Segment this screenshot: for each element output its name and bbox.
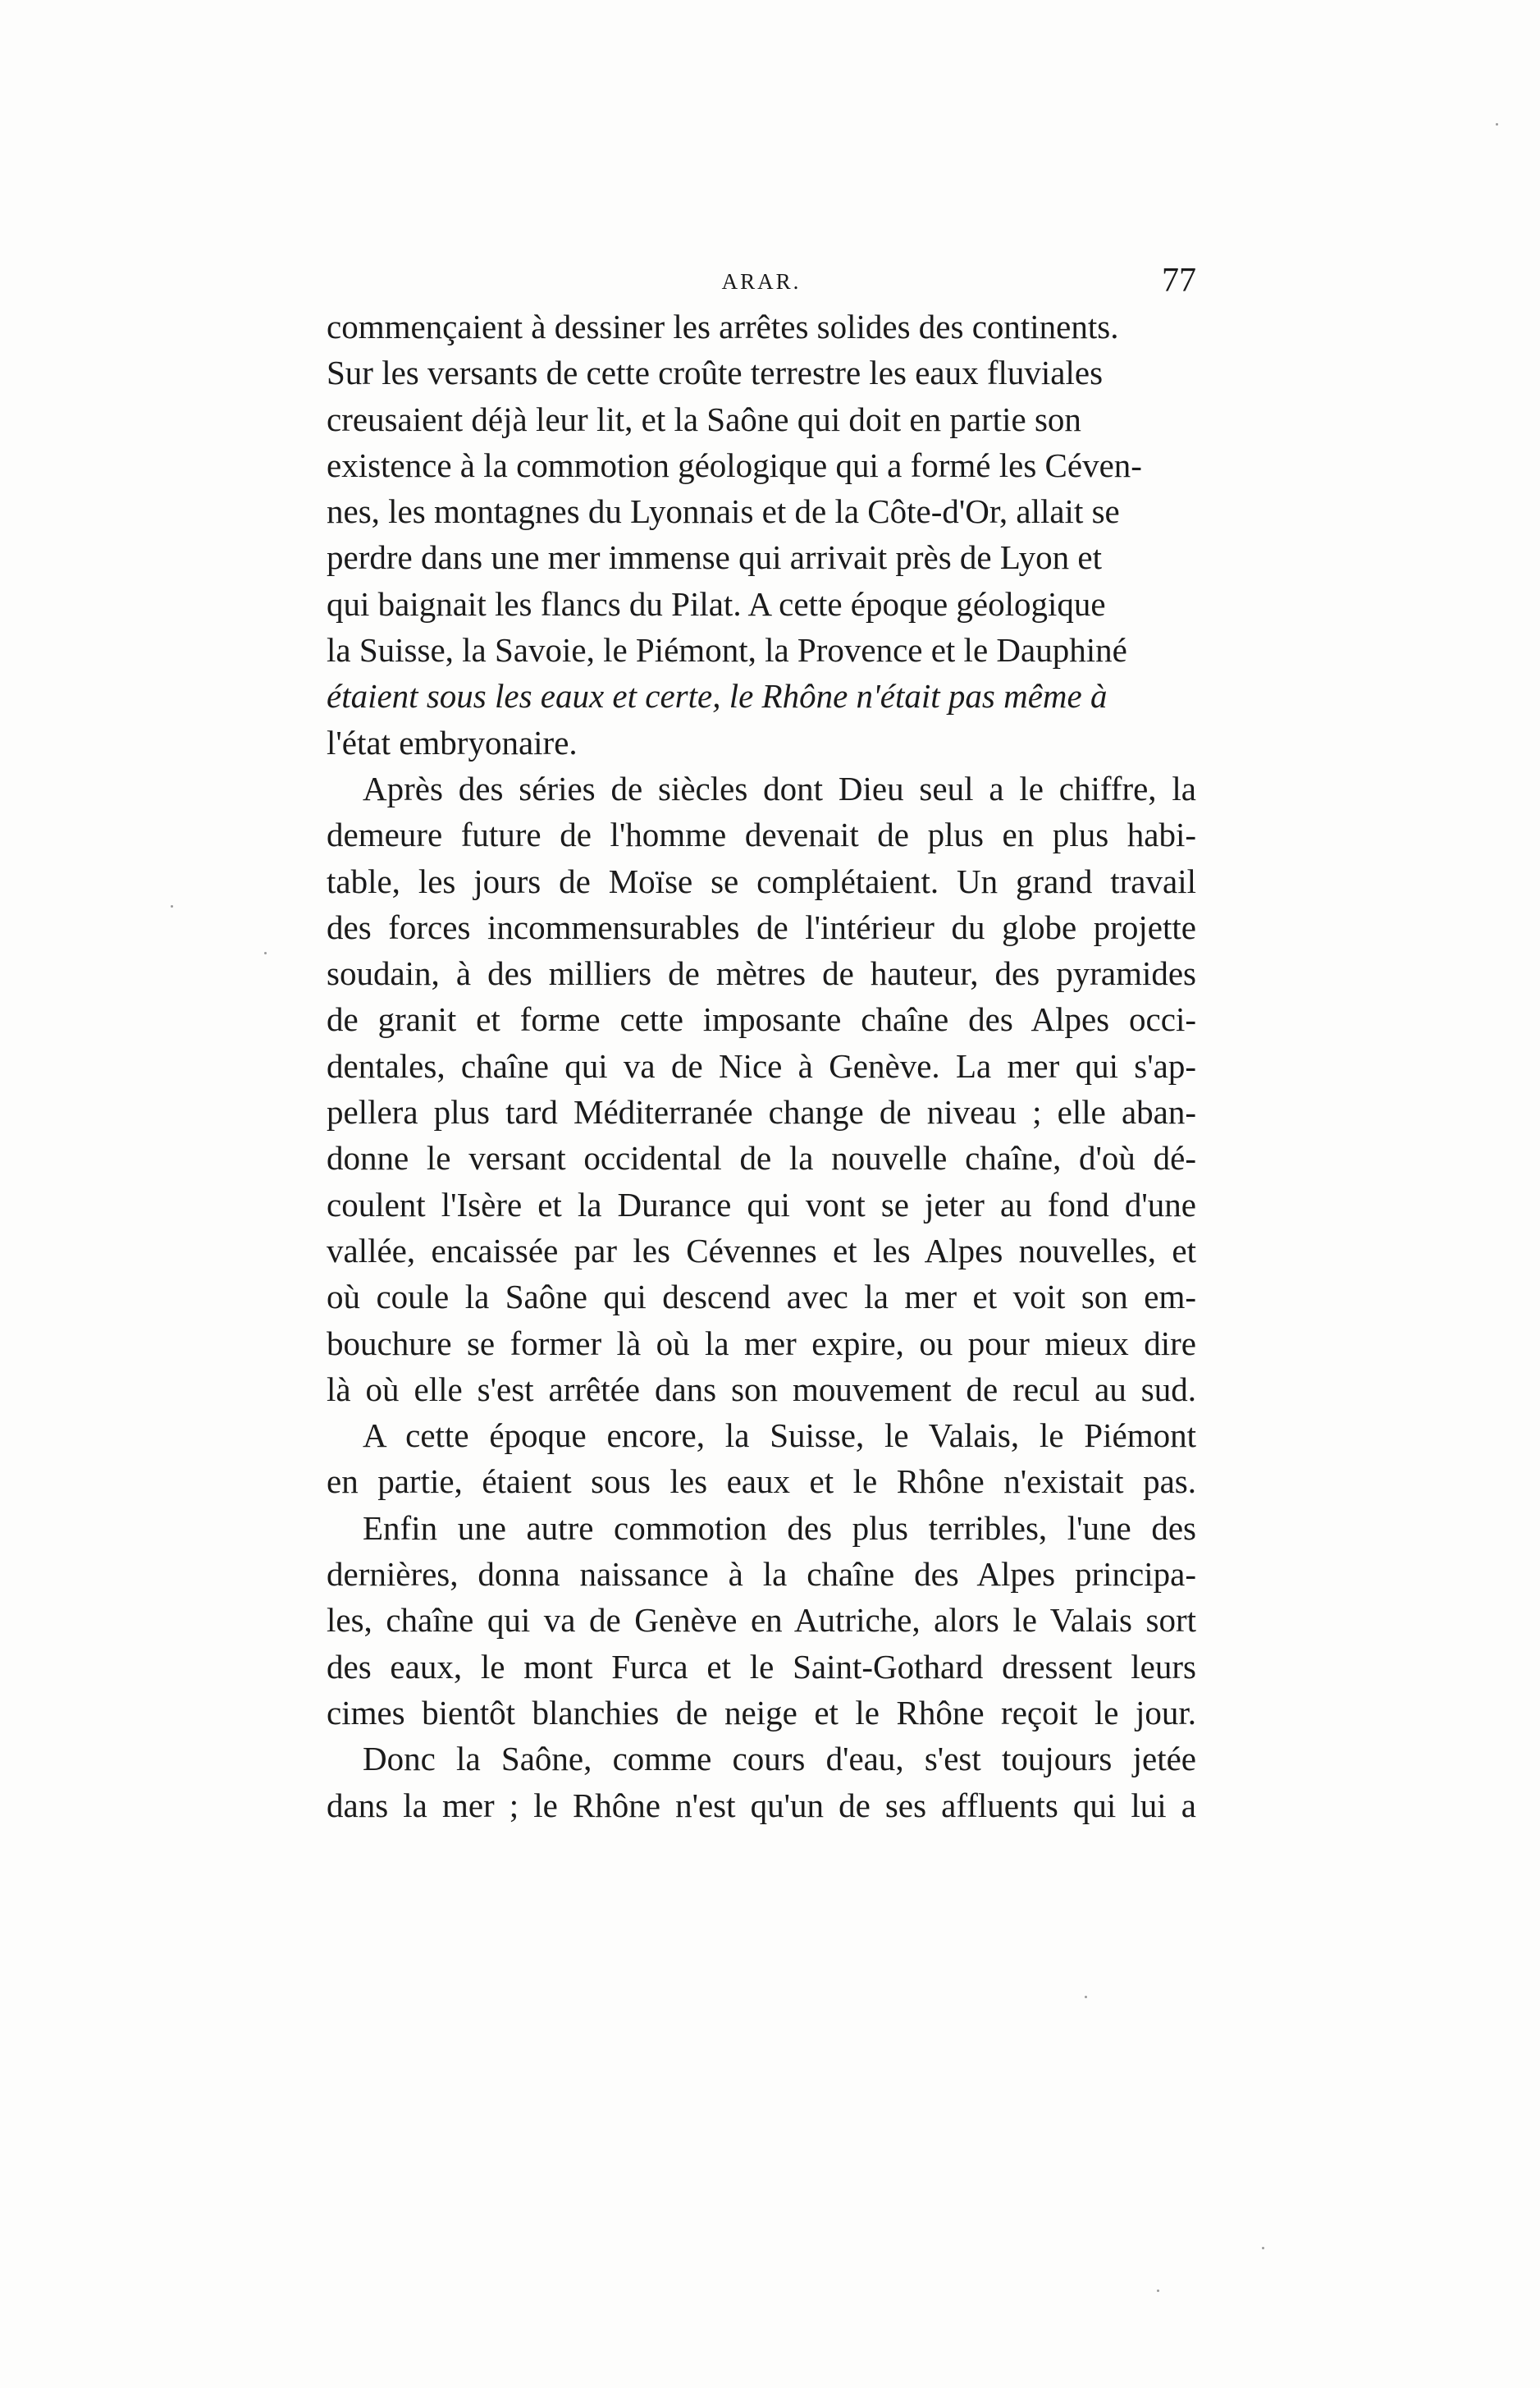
text-line: cimes bientôt blanchies de neige et le Rhône reçoit le jour. bbox=[327, 1693, 1196, 1732]
text-line: dentales, chaîne qui va de Nice à Genève. La mer qui s'ap- bbox=[327, 1046, 1196, 1085]
text-line: Sur les versants de cette croûte terrestre les eaux fluviales bbox=[327, 354, 1104, 392]
text-line: donne le versant occidental de la nouvelle chaîne, d'où dé- bbox=[327, 1139, 1196, 1178]
page-number: 77 bbox=[1162, 262, 1196, 300]
text-line: table, les jours de Moïse se complétaient. Un grand travail bbox=[327, 862, 1196, 900]
paragraph bbox=[327, 1736, 1196, 1828]
text-line: en partie, étaient sous les eaux et le Rhône n'existait pas. bbox=[327, 1462, 1196, 1501]
text-line: Après des séries de siècles dont Dieu seul a le chiffre, la bbox=[363, 769, 1196, 807]
text-line: là où elle s'est arrêtée dans son mouvement de recul au sud. bbox=[327, 1370, 1196, 1408]
text-line: qui baignait les flancs du Pilat. A cette époque géologique bbox=[327, 584, 1106, 623]
text-line: Enfin une autre commotion des plus terribles, l'une des bbox=[363, 1508, 1196, 1547]
running-title: ARAR. bbox=[721, 269, 802, 294]
paper-speck bbox=[264, 952, 267, 954]
text-line: l'état embryonaire. bbox=[327, 723, 578, 762]
text-line: vallée, encaissée par les Cévennes et les Alpes nouvelles, et bbox=[327, 1231, 1196, 1269]
paragraph bbox=[327, 766, 1196, 1412]
text-line: nes, les montagnes du Lyonnais et de la Côte-d'Or, allait se bbox=[327, 492, 1120, 531]
body-text bbox=[327, 304, 1196, 1828]
paragraph bbox=[327, 1412, 1196, 1505]
text-line: soudain, à des milliers de mètres de hauteur, des pyramides bbox=[327, 954, 1196, 993]
paragraph bbox=[327, 304, 1196, 766]
text-line: Donc la Saône, comme cours d'eau, s'est toujours jetée bbox=[363, 1740, 1196, 1778]
text-line: creusaient déjà leur lit, et la Saône qui doit en partie son bbox=[327, 400, 1081, 438]
text-line: pellera plus tard Méditerranée change de niveau ; elle aban- bbox=[327, 1093, 1196, 1132]
text-line: des forces incommensurables de l'intérieur du globe projette bbox=[327, 908, 1196, 946]
paper-speck bbox=[1157, 2290, 1159, 2292]
paper-speck bbox=[1496, 123, 1498, 126]
paper-speck bbox=[1262, 2247, 1264, 2249]
text-line: la Suisse, la Savoie, le Piémont, la Provence et le Dauphiné bbox=[327, 631, 1127, 670]
paragraph bbox=[327, 1505, 1196, 1736]
text-line: perdre dans une mer immense qui arrivait près de Lyon et bbox=[327, 538, 1102, 577]
text-line: existence à la commotion géologique qui a formé les Céven- bbox=[327, 446, 1142, 484]
text-line: les, chaîne qui va de Genève en Autriche, alors le Valais sort bbox=[327, 1601, 1196, 1640]
paper-speck bbox=[171, 905, 173, 908]
running-head bbox=[327, 261, 1196, 302]
text-line: de granit et forme cette imposante chaîne des Alpes occi- bbox=[327, 1000, 1196, 1039]
text-line: étaient sous les eaux et certe, le Rhône n'était pas même à bbox=[327, 677, 1108, 716]
text-line: dans la mer ; le Rhône n'est qu'un de ses affluents qui lui a bbox=[327, 1786, 1196, 1824]
text-line: des eaux, le mont Furca et le Saint-Gothard dressent leurs bbox=[327, 1647, 1196, 1686]
text-line: bouchure se former là où la mer expire, ou pour mieux dire bbox=[327, 1324, 1196, 1362]
text-line: demeure future de l'homme devenait de plus en plus habi- bbox=[327, 816, 1196, 854]
paper-speck bbox=[1085, 1996, 1087, 1998]
text-line: dernières, donna naissance à la chaîne des Alpes principa- bbox=[327, 1555, 1196, 1594]
text-line: coulent l'Isère et la Durance qui vont se jeter au fond d'une bbox=[327, 1185, 1196, 1224]
text-line: commençaient à dessiner les arrêtes solides des continents. bbox=[327, 308, 1119, 345]
text-line: A cette époque encore, la Suisse, le Valais, le Piémont bbox=[363, 1416, 1196, 1455]
text-line: où coule la Saône qui descend avec la mer et voit son em- bbox=[327, 1278, 1196, 1316]
